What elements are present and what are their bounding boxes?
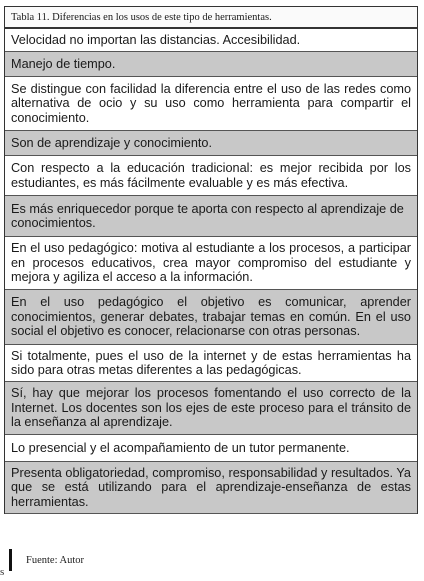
row-text: En el uso pedagógico el objetivo es comunicar, aprender conocimientos, generar debates, trabajar temas en común. En el uso social el objetivo es conocer, relacionarse con otras personas. bbox=[11, 295, 411, 339]
row-text: Lo presencial y el acompañamiento de un tutor permanente. bbox=[11, 440, 350, 455]
table-row bbox=[5, 435, 417, 462]
row-text: Presenta obligatoriedad, compromiso, responsabilidad y resultados. Ya que se está utilizando para el aprendizaje-enseñanza de estas herramientas. bbox=[11, 465, 411, 509]
table-row bbox=[5, 462, 417, 514]
document-table bbox=[4, 6, 418, 514]
row-text: Manejo de tiempo. bbox=[11, 56, 116, 71]
row-text: Sí, hay que mejorar los procesos fomentando el uso correcto de la Internet. Los docentes son los ejes de este proceso para el tránsito de la enseñanza al aprendizaje. bbox=[11, 386, 411, 430]
row-text: En el uso pedagógico: motiva al estudiante a los procesos, a participar en procesos educativos, crea mayor compromiso del estudiante y mejora y agiliza el acceso a la información. bbox=[11, 241, 411, 285]
row-text: Con respecto a la educación tradicional: es mejor recibida por los estudiantes, es más fácilmente evaluable y es más efectiva. bbox=[11, 161, 411, 190]
table-row bbox=[5, 29, 417, 52]
table-row bbox=[5, 156, 417, 196]
table-body bbox=[4, 29, 418, 514]
table-row bbox=[5, 382, 417, 435]
row-text: Son de aprendizaje y conocimiento. bbox=[11, 135, 213, 150]
source-note: Fuente: Autor bbox=[26, 554, 85, 566]
row-text: Velocidad no importan las distancias. Accesibilidad. bbox=[11, 32, 301, 47]
table-row bbox=[5, 131, 417, 156]
table-footer bbox=[0, 548, 84, 572]
table-caption: Tabla 11. Diferencias en los usos de este tipo de herramientas. bbox=[4, 6, 418, 29]
table-row bbox=[5, 77, 417, 131]
table-row bbox=[5, 196, 417, 237]
table-row bbox=[5, 237, 417, 290]
footer-divider bbox=[9, 549, 12, 571]
row-text: Se distingue con facilidad la diferencia entre el uso de las redes como alternativa de ocio y su uso como herramienta para compartir el conocimiento. bbox=[11, 81, 411, 125]
table-row bbox=[5, 290, 417, 345]
table-row bbox=[5, 345, 417, 382]
table-row bbox=[5, 52, 417, 77]
row-text: Si totalmente, pues el uso de la internet y de estas herramientas ha sido para otras metas diferentes a las pedagógicas. bbox=[11, 348, 411, 377]
row-text: Es más enriquecedor porque te aporta con respecto al aprendizaje de conocimientos. bbox=[11, 201, 404, 230]
stray-character: s bbox=[0, 566, 5, 578]
